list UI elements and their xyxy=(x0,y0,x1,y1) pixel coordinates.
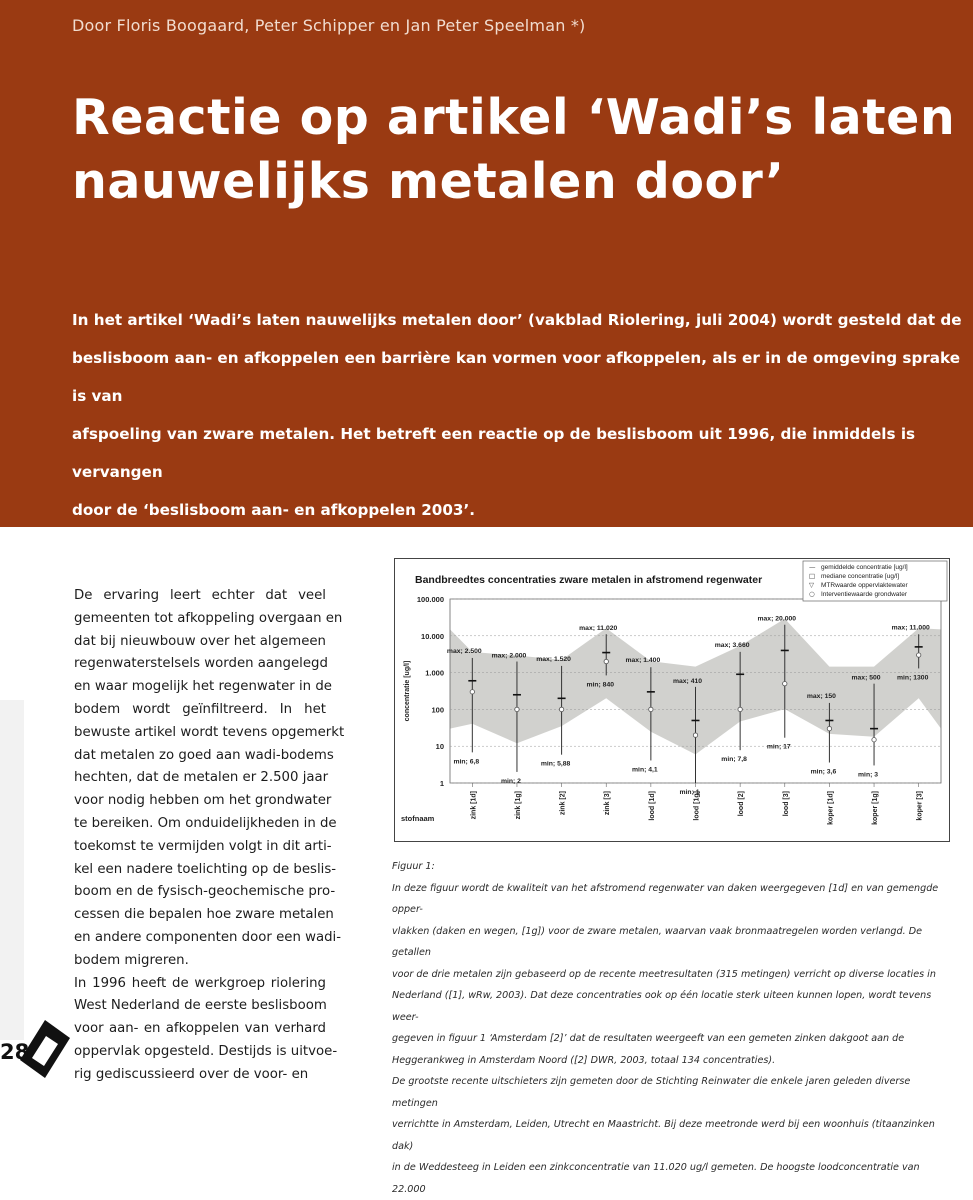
x-tick-label: zink [2] xyxy=(559,791,567,816)
body-line: bewuste artikel wordt tevens opgemerkt xyxy=(74,724,345,740)
max-label: max; 11.020 xyxy=(579,625,618,633)
max-label: max; 20.000 xyxy=(757,615,797,623)
max-label: max; 1.520 xyxy=(536,655,571,663)
title-line-2: nauwelijks metalen door’ xyxy=(72,153,785,210)
median-marker xyxy=(693,733,697,737)
figure-chart xyxy=(394,558,950,842)
caption-line: De grootste recente uitschieters zijn gemeten door de Stichting Reinwater die enkele jaren geleden diverse metingen xyxy=(392,1076,911,1109)
y-tick-label: 10 xyxy=(435,742,444,752)
body-line: regenwaterstelsels worden aangelegd xyxy=(74,656,328,672)
legend-entry: gemiddelde concentratie [ug/l] xyxy=(821,564,908,571)
x-tick-label: lood [2] xyxy=(738,791,746,817)
body-line: voor aan- en afkoppelen van verhard xyxy=(74,1021,326,1037)
x-tick-label: lood [1d] xyxy=(648,791,656,821)
article-title xyxy=(72,86,962,214)
max-label: max; 410 xyxy=(672,677,703,685)
lead-line: beslisboom aan- en afkoppelen een barrière kan vormen voor afkoppelen, als er in de omgeving sprake is van xyxy=(72,349,961,405)
y-tick-label: 100.000 xyxy=(416,595,444,604)
caption-line: voor de drie metalen zijn gebaseerd op de recente meetresultaten (315 metingen) verricht op diverse locaties in xyxy=(392,968,936,980)
body-line: bodem wordt geïnfiltreerd. In het xyxy=(74,701,326,717)
lead-line: door de ‘beslisboom aan- en afkoppelen 2003’. xyxy=(72,501,476,519)
caption-line: In deze figuur wordt de kwaliteit van het afstromend regenwater van daken weergegeven [1d] en van gemengde opper- xyxy=(392,882,939,915)
lead-paragraph xyxy=(72,301,962,529)
legend-marker: — xyxy=(809,563,816,571)
body-line: West Nederland de eerste beslisboom xyxy=(74,998,327,1014)
y-tick-label: 100 xyxy=(431,705,444,715)
y-tick-label: 1.000 xyxy=(425,668,444,678)
body-line: De ervaring leert echter dat veel xyxy=(74,588,326,603)
caption-line: Heggerankweg in Amsterdam Noord ([2] DWR, 2003, totaal 134 concentraties). xyxy=(392,1054,776,1066)
caption-line: verrichtte in Amsterdam, Leiden, Utrecht en Maastricht. Bij deze meetronde werd bij een woonhuis (titaanzinken dak) xyxy=(392,1119,935,1152)
x-tick-label: koper [1g] xyxy=(872,791,880,825)
x-tick-label: zink [1d] xyxy=(470,791,478,820)
legend-marker: □ xyxy=(809,572,816,580)
margin-strip xyxy=(0,700,24,1040)
median-marker xyxy=(604,659,608,663)
max-label: max; 11.000 xyxy=(891,624,930,632)
max-label: max; 500 xyxy=(851,674,881,682)
legend-marker: ○ xyxy=(809,590,815,598)
x-tick-label: zink [1g] xyxy=(514,791,522,820)
median-marker xyxy=(827,726,831,730)
legend-entry: Interventiewaarde grondwater xyxy=(821,591,907,598)
median-marker xyxy=(738,707,742,711)
x-tick-label: lood [3] xyxy=(782,791,790,817)
max-label: max; 2.000 xyxy=(491,652,527,660)
min-label: min; 1300 xyxy=(897,674,929,682)
body-line: kel een nadere toelichting op de beslis- xyxy=(74,861,337,877)
body-line: gemeenten tot afkoppeling overgaan en xyxy=(74,610,343,626)
min-label: min; 3 xyxy=(858,771,879,779)
x-tick-label: zink [3] xyxy=(604,791,612,816)
min-label: min; 5,88 xyxy=(540,760,571,768)
min-label: min; 1 xyxy=(679,789,700,796)
caption-line: gegeven in figuur 1 ‘Amsterdam [2]’ dat de resultaten weergeeft van een gemeten zinken dakgoot aan de xyxy=(392,1033,905,1044)
lead-line: In het artikel ‘Wadi’s laten nauwelijks metalen door’ (vakblad Riolering, juli 2004) wordt gesteld dat de xyxy=(72,311,962,329)
median-marker xyxy=(872,738,876,742)
max-label: max; 150 xyxy=(806,692,836,700)
caption-line: Nederland ([1], wRw, 2003). Dat deze concentraties ook op één locatie sterk uiteen kunnen lopen, wordt tevens weer- xyxy=(392,990,932,1023)
chart-title: Bandbreedtes concentraties zware metalen in afstromend regenwater xyxy=(415,574,763,586)
median-marker xyxy=(515,707,519,711)
body-line: dat bij nieuwbouw over het algemeen xyxy=(74,633,326,649)
body-line: boom en de fysisch-geochemische pro- xyxy=(74,884,336,900)
min-label: min; 6,8 xyxy=(453,758,480,766)
max-label: max; 1.400 xyxy=(625,657,661,665)
header-banner xyxy=(0,0,973,527)
body-line: toekomst te vermijden volgt in dit arti- xyxy=(74,838,332,854)
max-label: max; 3.660 xyxy=(714,641,750,649)
min-label: min; 840 xyxy=(586,681,615,689)
body-line: oppervlak opgesteld. Destijds is uitvoe- xyxy=(74,1043,338,1059)
page-number: 28 xyxy=(0,1040,30,1064)
figure-caption xyxy=(392,856,952,1200)
legend-entry: MTRwaarde oppervlaktewater xyxy=(821,582,908,589)
y-tick-label: 10.000 xyxy=(421,631,444,641)
body-line: dat metalen zo goed aan wadi-bodems xyxy=(74,747,334,763)
y-tick-label: 1 xyxy=(439,779,444,788)
body-line: rig gediscussieerd over de voor- en xyxy=(74,1066,309,1082)
body-column xyxy=(74,585,345,1087)
min-label: min; 17 xyxy=(766,743,791,751)
caption-title: Figuur 1: xyxy=(392,861,435,872)
body-line: voor nodig hebben om het grondwater xyxy=(74,793,332,809)
min-label: min; 7,8 xyxy=(721,756,747,764)
y-axis-label: concentratie [ug/l] xyxy=(404,660,411,722)
median-marker xyxy=(649,707,653,711)
body-line: en waar mogelijk het regenwater in de xyxy=(74,679,332,695)
median-marker xyxy=(470,690,474,694)
legend-entry: mediane concentratie [ug/l] xyxy=(821,573,900,580)
body-line: en andere componenten door een wadi- xyxy=(74,929,342,945)
x-tick-label: koper [1d] xyxy=(827,791,835,825)
min-label: min; 4,1 xyxy=(632,766,658,774)
lead-line: afspoeling van zware metalen. Het betreft een reactie op de beslisboom uit 1996, die inmiddels is vervangen xyxy=(72,425,916,481)
body-line: bodem migreren. xyxy=(74,952,189,968)
caption-line: vlakken (daken en wegen, [1g]) voor de zware metalen, waarvan vaak bronmaatregelen worden verlangd. De getallen xyxy=(392,925,922,958)
title-line-1: Reactie op artikel ‘Wadi’s laten xyxy=(72,89,956,146)
body-line: te bereiken. Om onduidelijkheden in de xyxy=(74,815,337,831)
body-line: In 1996 heeft de werkgroep riolering xyxy=(74,975,326,991)
x-tick-label: lood [1g] xyxy=(693,791,701,821)
min-label: min; 2 xyxy=(500,777,521,785)
median-marker xyxy=(783,681,787,685)
chart-svg xyxy=(395,559,949,841)
x-axis-label: stofnaam xyxy=(401,814,435,823)
legend-marker: ▽ xyxy=(809,581,814,589)
caption-line: in de Weddesteeg in Leiden een zinkconcentratie van 11.020 ug/l gemeten. De hoogste loodconcentratie van 22.000 xyxy=(392,1162,920,1195)
authors: Door Floris Boogaard, Peter Schipper en Jan Peter Speelman *) xyxy=(72,16,586,35)
median-marker xyxy=(916,653,920,657)
x-tick-label: koper [3] xyxy=(916,791,924,821)
body-line: hechten, dat de metalen er 2.500 jaar xyxy=(74,770,329,786)
median-marker xyxy=(559,707,563,711)
min-label: min; 3,6 xyxy=(810,768,837,776)
max-label: max; 2.500 xyxy=(446,647,482,655)
body-line: cessen die bepalen hoe zware metalen xyxy=(74,907,334,923)
